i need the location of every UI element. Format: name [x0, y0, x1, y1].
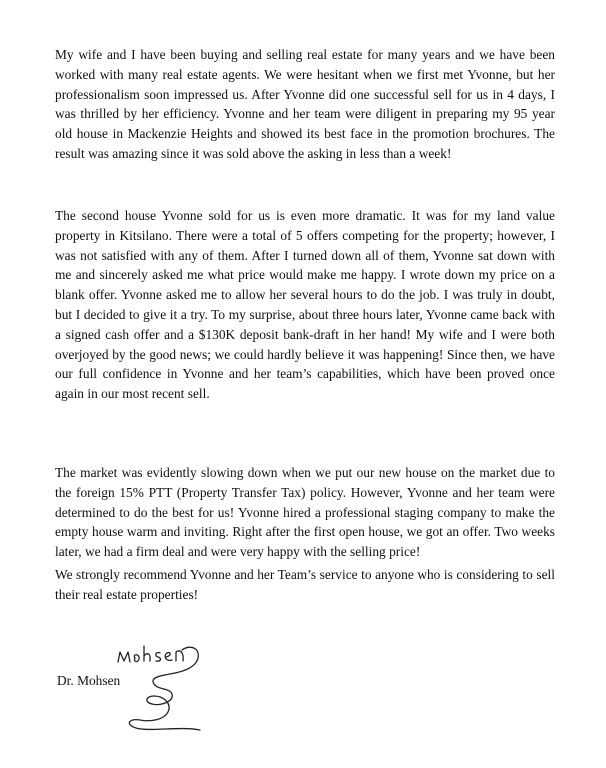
signatory-name: Dr. Mohsen: [57, 673, 121, 688]
paragraph-4: We strongly recommend Yvonne and her Team’s service to anyone who is considering to sell their real estate properties!: [55, 567, 555, 602]
handwritten-signature: [110, 634, 220, 734]
paragraph-3: The market was evidently slowing down when we put our new house on the market due to the foreign 15% PTT (Property Transfer Tax) policy. However, Yvonne and her team were determined to do the best for us! Yvonne hired a professional staging company to make the empty house warm and inviting. Right after the first open house, we got an offer. Two weeks later, we had a firm deal and were very happy with the selling price!: [55, 465, 555, 560]
paragraph-2: The second house Yvonne sold for us is even more dramatic. It was for my land value property in Kitsilano. There were a total of 5 offers competing for the property; however, I was not satisfied with any of them. After I turned down all of them, Yvonne sat down with me and sincerely asked me what price would make me happy. I wrote down my price on a blank offer. Yvonne asked me to allow her several hours to do the job. I was truly in doubt, but I decided to give it a try. To my surprise, about three hours later, Yvonne came back with a signed cash offer and a $130K deposit bank-draft in her hand! My wife and I were both overjoyed by the good news; we could hardly believe it was happening! Since then, we have our full confidence in Yvonne and her team’s capabilities, which have been proved once again in our most recent sell.: [55, 208, 555, 402]
paragraph-1: My wife and I have been buying and selling real estate for many years and we have been worked with many real estate agents. We were hesitant when we first met Yvonne, but her professionalism soon impressed us. After Yvonne did one successful sell for us in 4 days, I was thrilled by her efficiency. Yvonne and her team were diligent in preparing my 95 year old house in Mackenzie Heights and showed its best face in the promotion brochures. The result was amazing since it was sold above the asking in less than a week!: [55, 47, 555, 161]
